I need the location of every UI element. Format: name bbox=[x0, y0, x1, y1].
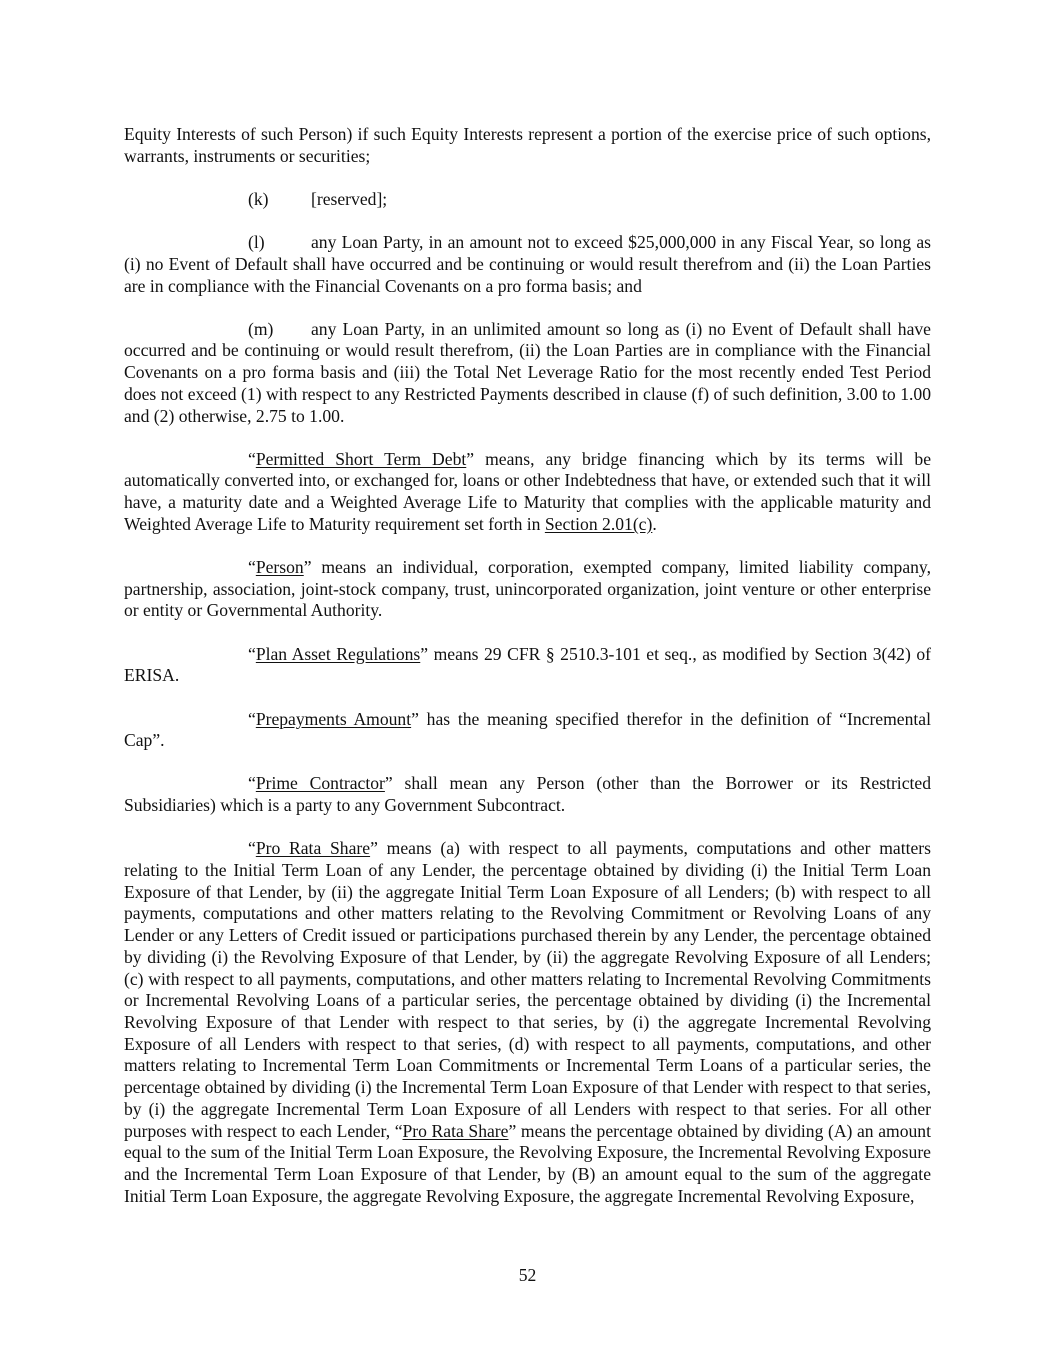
definition-text: ” has the meaning specified therefor in the definition of “Incremental Cap”. bbox=[124, 708, 931, 751]
clause-m-label: (m) bbox=[248, 318, 274, 339]
clause-l-text: any Loan Party, in an amount not to exceed $25,000,000 in any Fiscal Year, so long as (i) no Event of Default shall have occurred and be continuing or would result therefrom and (ii) the Loan Parties are in compliance with the Financial Covenants on a pro forma basis; and bbox=[124, 232, 931, 296]
clause-l-label: (l) bbox=[248, 232, 265, 253]
page-number: 52 bbox=[518, 1265, 537, 1285]
intro-text: Equity Interests of such Person) if such Equity Interests represent a portion of the exercise price of such options, warrants, instruments or securities; bbox=[124, 124, 931, 166]
definition-prime-contractor bbox=[124, 773, 931, 816]
definition-text: ” means (a) with respect to all payments, computations and other matters relating to the Initial Term Loan of any Lender, the percentage obtained by dividing (i) the Initial Term Loan Exposure of that Lender, by (ii) the aggregate Initial Term Loan Exposure of all Lenders; (b) with respect to all payments, computations and other matters relating to the Revolving Commitment or Revolving Loans of any Lender or any Letters of Credit issued or participations purchased therein by any Lender, the percentage obtained by dividing (i) the Revolving Exposure of that Lender, by (ii) the aggregate Revolving Exposure of all Lenders; (c) with respect to all payments, computations, and other matters relating to Incremental Revolving Commitments or Incremental Revolving Loans of a particular series, the percentage obtained by dividing (i) the Incremental Revolving Exposure of that Lender with respect to that series, by (i) the aggregate Incremental Revolving Exposure of all Lenders with respect to that series, (d) with respect to all payments, computations, and other matters relating to Incremental Term Loan Commitments or Incremental Term Loans of a particular series, the percentage obtained by dividing (i) the Incremental Term Loan Exposure of that Lender with respect to that series, by (i) the aggregate Incremental Term Loan Exposure of all Lenders with respect to that series. For all other purposes with respect to each Lender, “ bbox=[124, 838, 931, 1141]
definition-tail: ” means the percentage obtained by dividing (A) an amount equal to the sum of the Initial Term Loan Exposure, the Revolving Exposure, the Incremental Revolving Exposure and the Incremental Term Loan Exposure of that Lender, by (B) an amount equal to the sum of the aggregate Initial Term Loan Exposure, the aggregate Revolving Exposure, the aggregate Incremental Revolving Exposure, bbox=[124, 1120, 931, 1206]
document-page bbox=[124, 124, 931, 1229]
defined-term: Prepayments Amount bbox=[255, 708, 412, 729]
open-quote: “ bbox=[248, 773, 256, 794]
section-reference: Section 2.01(c) bbox=[544, 513, 653, 534]
definition-text: ” means, any bridge financing which by its terms will be automatically converted into, or exchanged for, loans or other Indebtedness that have, or extended such that it will have, a maturity date and a Weighted Average Life to Maturity that complies with the applicable maturity and Weighted Average Life to Maturity requirement set forth in bbox=[124, 448, 931, 534]
definition-text: ” shall mean any Person (other than the Borrower or its Restricted Subsidiaries) which is a party to any Government Subcontract. bbox=[124, 773, 931, 816]
clause-l bbox=[124, 232, 931, 297]
defined-term: Permitted Short Term Debt bbox=[255, 448, 467, 469]
defined-term: Person bbox=[255, 557, 304, 578]
clause-k-label: (k) bbox=[248, 188, 269, 209]
open-quote: “ bbox=[248, 557, 256, 578]
open-quote: “ bbox=[248, 838, 256, 859]
clause-k-text: [reserved]; bbox=[311, 188, 388, 209]
defined-term: Plan Asset Regulations bbox=[255, 643, 421, 664]
clause-k bbox=[124, 189, 931, 211]
definition-prepayments-amount bbox=[124, 709, 931, 752]
definition-text: ” means an individual, corporation, exempted company, limited liability company, partnership, association, joint-stock company, trust, unincorporated organization, joint venture or other enterprise or entity or Governmental Authority. bbox=[124, 557, 931, 621]
open-quote: “ bbox=[248, 448, 256, 469]
definition-pro-rata-share bbox=[124, 838, 931, 1207]
defined-term-repeat: Pro Rata Share bbox=[402, 1120, 509, 1141]
clause-m bbox=[124, 319, 931, 428]
clause-m-text: any Loan Party, in an unlimited amount so long as (i) no Event of Default shall have occurred and be continuing or would result therefrom, (ii) the Loan Parties are in compliance with the Financial Covenants on a pro forma basis and (iii) the Total Net Leverage Ratio for the most recently ended Test Period does not exceed (1) with respect to any Restricted Payments described in clause (f) of such definition, 3.00 to 1.00 and (2) otherwise, 2.75 to 1.00. bbox=[124, 318, 931, 426]
intro-paragraph bbox=[124, 124, 931, 167]
open-quote: “ bbox=[248, 643, 256, 664]
definition-permitted-short-term-debt bbox=[124, 449, 931, 536]
definition-text: ” means 29 CFR § 2510.3-101 et seq., as modified by Section 3(42) of ERISA. bbox=[124, 643, 931, 686]
open-quote: “ bbox=[248, 708, 256, 729]
definition-tail: . bbox=[652, 513, 657, 534]
definition-plan-asset-regulations bbox=[124, 644, 931, 687]
definition-person bbox=[124, 557, 931, 622]
defined-term: Prime Contractor bbox=[255, 773, 385, 794]
defined-term: Pro Rata Share bbox=[255, 838, 371, 859]
